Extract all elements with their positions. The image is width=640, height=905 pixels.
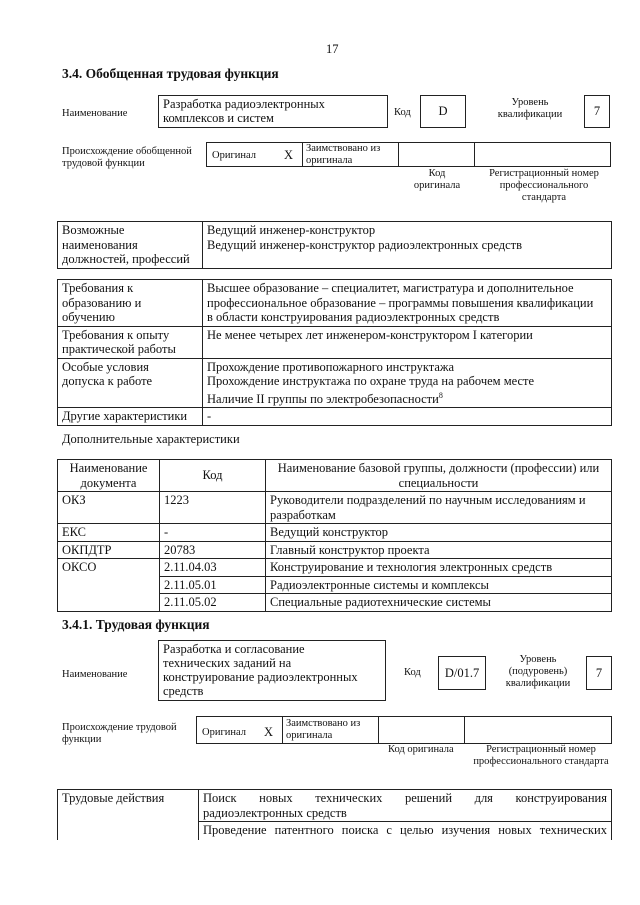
- requirement-value: [203, 280, 612, 327]
- function-name-line: технических заданий на: [163, 656, 292, 670]
- cell-name-line: Руководители подразделений по научным исследованиям и: [270, 493, 586, 507]
- requirement-label-line: Требования к опыту: [62, 327, 170, 342]
- origin-label-line: Происхождение обобщенной: [62, 146, 192, 157]
- cell-code: 20783: [160, 541, 266, 559]
- cell-code: -: [160, 524, 266, 542]
- labor-action-word: целью: [400, 823, 434, 837]
- cell-name: Специальные радиотехнические системы: [266, 594, 612, 612]
- header-base: [266, 460, 612, 492]
- name-label: Наименование: [62, 108, 128, 119]
- requirements-table: [57, 279, 612, 426]
- function-name-label: Наименование: [62, 669, 128, 680]
- table-row: [58, 541, 612, 559]
- cell-doc: ОКСО: [58, 559, 160, 612]
- function-borrowed-line: оригинала: [286, 730, 333, 741]
- labor-action-word: с: [386, 823, 392, 837]
- code-value-box: D: [420, 95, 466, 128]
- labor-action-word: для: [474, 791, 493, 805]
- function-origin-line: Происхождение трудовой: [62, 722, 177, 733]
- labor-actions-label: Трудовые действия: [58, 790, 199, 841]
- positions-label: [58, 222, 203, 269]
- cell-name-line: разработкам: [270, 507, 336, 522]
- cell-name: Ведущий конструктор: [266, 524, 612, 542]
- additional-heading: Дополнительные характеристики: [62, 432, 240, 446]
- borrowed-label-line: Заимствовано из: [306, 143, 381, 154]
- name-value-line: комплексов и систем: [163, 111, 274, 125]
- labor-action-word: новых: [259, 791, 293, 805]
- code-label: Код: [394, 107, 411, 118]
- function-reg-line: профессионального стандарта: [473, 756, 609, 767]
- requirement-label: [58, 280, 203, 327]
- labor-action-word: патентного: [274, 823, 334, 837]
- cell-code: 2.11.04.03: [160, 559, 266, 577]
- header-code: Код: [160, 460, 266, 492]
- code-original-label: [400, 168, 474, 192]
- function-borrowed-line: Заимствовано из: [286, 718, 361, 729]
- code-original-line: оригинала: [413, 180, 461, 191]
- table-row: [58, 790, 612, 822]
- function-code-label: Код: [404, 667, 421, 678]
- requirement-value-line: Прохождение противопожарного инструктажа: [207, 359, 455, 374]
- requirement-value-text: Наличие II группы по электробезопасности: [207, 391, 439, 406]
- table-row: [58, 408, 612, 426]
- section-heading: 3.4. Обобщенная трудовая функция: [62, 66, 279, 81]
- header-doc-line: Наименование: [69, 461, 148, 475]
- positions-label-line: наименования: [62, 237, 138, 252]
- function-level-line: Уровень: [519, 654, 557, 665]
- function-code-original: Код оригинала: [388, 744, 454, 755]
- function-level-line: (подуровень): [508, 666, 568, 677]
- origin-label-line: трудовой функции: [62, 158, 145, 169]
- cell-doc: ЕКС: [58, 524, 160, 542]
- requirement-value-line: -: [207, 409, 212, 424]
- function-name-box: [158, 640, 386, 701]
- labor-action-cell: [199, 822, 612, 841]
- labor-action-word: изучения: [441, 823, 491, 837]
- table-row: [58, 492, 612, 524]
- header-base-line: специальности: [398, 475, 479, 490]
- function-reg-line: Регистрационный номер: [486, 744, 596, 755]
- function-level-line: квалификации: [505, 678, 571, 689]
- cell-code: 2.11.05.01: [160, 576, 266, 594]
- cell-name: [266, 492, 612, 524]
- code-original-line: Код: [428, 168, 446, 179]
- positions-label-line: Возможные: [62, 223, 125, 237]
- borrowed-label: [306, 143, 380, 167]
- table-row: [58, 524, 612, 542]
- page-number: 17: [326, 42, 339, 56]
- labor-actions-table: [57, 789, 612, 840]
- requirement-value-line: Высшее образование – специалитет, магистратура и дополнительное: [207, 281, 574, 295]
- labor-action-line: [203, 791, 607, 806]
- requirement-value: [203, 358, 612, 408]
- labor-action-word: технических: [315, 791, 383, 805]
- labor-action-word: решений: [404, 791, 453, 805]
- table-row: [58, 280, 612, 327]
- function-name-line: конструирование радиоэлектронных: [163, 670, 358, 684]
- labor-action-word: технических: [539, 823, 607, 837]
- function-origin-line: функции: [62, 734, 102, 745]
- labor-action-word: новых: [498, 823, 532, 837]
- positions-label-line: должностей, профессий: [62, 252, 190, 266]
- table-row: [58, 559, 612, 577]
- function-original-mark: X: [264, 725, 274, 739]
- level-label-line: квалификации: [497, 109, 563, 120]
- name-value-box: [158, 95, 388, 128]
- requirement-value-line: Прохождение инструктажа по охране труда на рабочем месте: [207, 374, 535, 388]
- header-base-line: Наименование базовой группы, должности (профессии) или: [277, 461, 600, 475]
- origin-label: [62, 146, 192, 170]
- function-code-box: D/01.7: [438, 656, 486, 690]
- function-origin-label: [62, 722, 177, 746]
- level-value-box: 7: [584, 95, 610, 128]
- level-label: [490, 97, 570, 121]
- requirement-label-line: Требования к: [62, 281, 134, 295]
- labor-action-word: Поиск: [203, 791, 237, 805]
- reg-number-line: профессионального: [499, 180, 589, 191]
- position-item: Ведущий инженер-конструктор радиоэлектронных средств: [207, 237, 523, 252]
- requirement-label-line: Другие характеристики: [62, 409, 188, 424]
- original-label: Оригинал: [212, 150, 256, 161]
- labor-action-cell: [199, 790, 612, 822]
- cell-name: Конструирование и технология электронных средств: [266, 559, 612, 577]
- table-row: [58, 358, 612, 408]
- cell-name: Радиоэлектронные системы и комплексы: [266, 576, 612, 594]
- header-doc-line: документа: [80, 475, 137, 490]
- position-item: Ведущий инженер-конструктор: [207, 223, 376, 237]
- level-label-line: Уровень: [511, 97, 549, 108]
- requirement-label-line: практической работы: [62, 342, 176, 356]
- labor-action-line: радиоэлектронных средств: [203, 805, 347, 820]
- cell-name: Главный конструктор проекта: [266, 541, 612, 559]
- subsection-heading: 3.4.1. Трудовая функция: [62, 617, 210, 632]
- footnote-mark: 8: [438, 390, 443, 400]
- requirement-label: [58, 358, 203, 408]
- function-level-box: 7: [586, 656, 612, 690]
- cell-doc: ОКПДТР: [58, 541, 160, 559]
- name-value-line: Разработка радиоэлектронных: [163, 97, 325, 111]
- borrowed-label-line: оригинала: [306, 155, 353, 166]
- positions-table: [57, 221, 612, 269]
- cell-code: 2.11.05.02: [160, 594, 266, 612]
- requirement-label-line: обучению: [62, 310, 115, 324]
- requirement-value: [203, 326, 612, 358]
- labor-action-word: поиска: [341, 823, 379, 837]
- cell-code: 1223: [160, 492, 266, 524]
- requirement-value-line: [207, 389, 607, 407]
- requirement-label-line: допуска к работе: [62, 374, 153, 388]
- labor-action-word: Проведение: [203, 823, 267, 837]
- table-row: [58, 326, 612, 358]
- labor-action-line: [203, 823, 607, 838]
- positions-values: [203, 222, 612, 269]
- function-original-label: Оригинал: [202, 727, 246, 738]
- cell-doc: ОКЗ: [58, 492, 160, 524]
- requirement-value: [203, 408, 612, 426]
- function-name-line: Разработка и согласование: [163, 642, 305, 656]
- requirement-value-line: Не менее четырех лет инженером-конструктором I категории: [207, 327, 533, 342]
- requirement-label-line: Особые условия: [62, 359, 149, 374]
- reg-number-label: [476, 168, 612, 204]
- labor-action-word: конструирования: [515, 791, 607, 805]
- requirement-label-line: образованию и: [62, 295, 142, 310]
- reg-number-line: стандарта: [521, 192, 567, 203]
- header-doc: [58, 460, 160, 492]
- function-origin-box: [196, 716, 612, 744]
- requirement-value-line: профессиональное образование – программы повышения квалификации: [207, 295, 594, 310]
- requirement-value-line: в области конструирования радиоэлектронных средств: [207, 310, 500, 324]
- requirement-label: [58, 408, 203, 426]
- table-header-row: [58, 460, 612, 492]
- reg-number-line: Регистрационный номер: [489, 168, 599, 179]
- function-level-label: [498, 654, 578, 690]
- requirement-label: [58, 326, 203, 358]
- additional-table: [57, 459, 612, 612]
- original-mark: X: [284, 148, 294, 162]
- function-name-line: средств: [163, 684, 204, 698]
- origin-box: [206, 142, 611, 167]
- function-borrowed-label: [286, 718, 360, 742]
- function-reg-number: [470, 744, 612, 768]
